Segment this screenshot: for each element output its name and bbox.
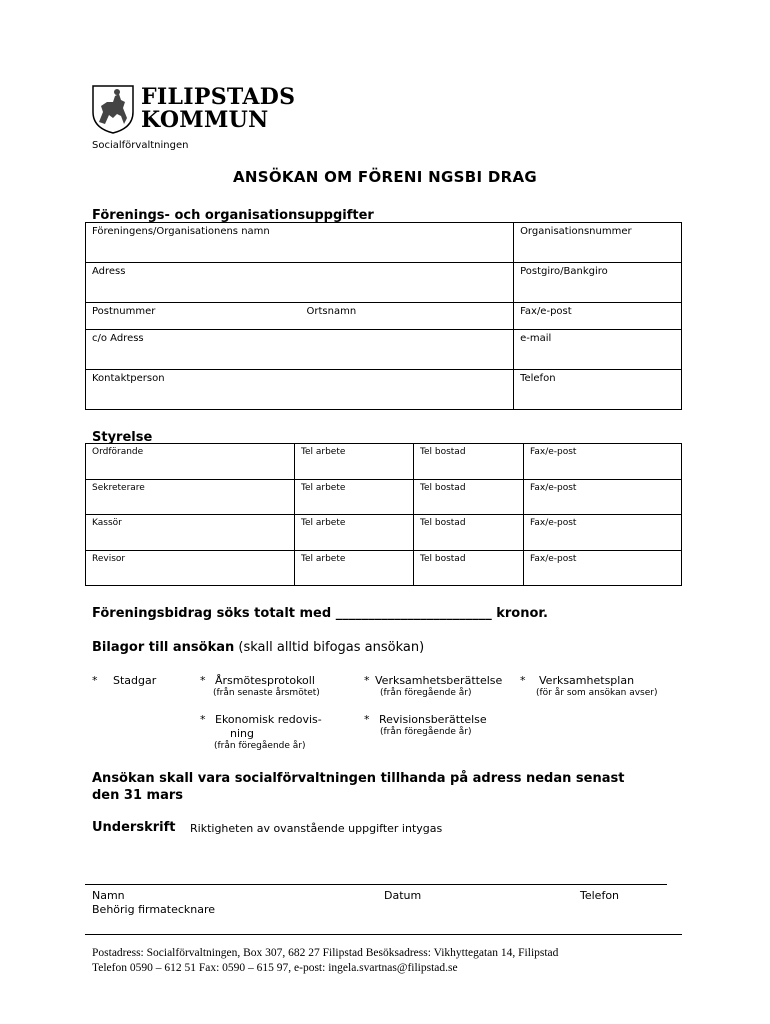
attachment-verksamhetsplan <box>520 674 657 698</box>
table-row <box>86 370 682 410</box>
home-phone-cell[interactable]: Tel bostad <box>414 444 524 480</box>
attachment-label-cont: ning <box>230 727 254 740</box>
grant-amount-line[interactable]: Föreningsbidrag söks totalt med ________________________ kronor. <box>92 606 548 621</box>
deadline-line2: den 31 mars <box>92 788 183 803</box>
attachment-label: Revisionsberättelse <box>379 713 487 726</box>
date-label: Datum <box>384 889 422 902</box>
home-phone-cell[interactable]: Tel bostad <box>414 479 524 515</box>
attachments-heading-note: (skall alltid bifogas ansökan) <box>234 640 425 655</box>
work-phone-cell[interactable]: Tel arbete <box>295 515 414 551</box>
deadline-line1: Ansökan skall vara socialförvaltningen tillhanda på adress nedan senast <box>92 771 625 786</box>
phone-field[interactable]: Telefon <box>514 370 682 410</box>
co-address-field[interactable]: c/o Adress <box>86 330 514 370</box>
footer <box>92 946 558 976</box>
attachment-revisionsberattelse <box>364 713 487 737</box>
org-table <box>85 222 682 410</box>
address-field[interactable]: Adress <box>86 263 514 303</box>
attachment-label: Årsmötesprotokoll <box>215 674 315 687</box>
board-section-heading: Styrelse <box>92 430 153 445</box>
signature-label: Underskrift <box>92 820 176 835</box>
bullet-star: * <box>92 674 98 687</box>
board-table <box>85 443 682 586</box>
table-row <box>86 444 682 480</box>
coat-of-arms-icon <box>91 84 135 134</box>
attachment-note: (från föregående år) <box>380 688 472 698</box>
signature-line[interactable] <box>85 884 667 885</box>
municipality-logo <box>91 84 296 136</box>
attachment-label: Verksamhetsplan <box>539 674 635 687</box>
postal-code-field[interactable]: Postnummer <box>86 303 301 330</box>
table-row <box>86 330 682 370</box>
attachment-label: Verksamhetsberättelse <box>375 674 503 687</box>
bullet-star: * <box>520 674 526 687</box>
attachment-verksamhetsberattelse <box>364 674 502 698</box>
email-field[interactable]: e-mail <box>514 330 682 370</box>
fax-email-cell[interactable]: Fax/e-post <box>524 479 682 515</box>
org-name-field[interactable]: Föreningens/Organisationens namn <box>86 223 514 263</box>
signature-statement: Riktigheten av ovanstående uppgifter intygas <box>190 822 443 835</box>
bullet-star: * <box>200 713 206 726</box>
name-label: Namn <box>92 889 125 902</box>
attachment-note: (från föregående år) <box>380 727 472 737</box>
attachment-note: (för år som ansökan avser) <box>536 688 658 698</box>
fax-email-cell[interactable]: Fax/e-post <box>524 515 682 551</box>
authorized-signatory-label: Behörig firmatecknare <box>92 903 216 916</box>
table-row <box>86 223 682 263</box>
home-phone-cell[interactable]: Tel bostad <box>414 515 524 551</box>
postgiro-field[interactable]: Postgiro/Bankgiro <box>514 263 682 303</box>
board-role-cell[interactable]: Ordförande <box>86 444 295 480</box>
logo-line2: KOMMUN <box>141 107 269 133</box>
bullet-star: * <box>200 674 206 687</box>
fax-email-cell[interactable]: Fax/e-post <box>524 444 682 480</box>
attachment-label: Stadgar <box>113 674 157 687</box>
table-row <box>86 303 682 330</box>
footer-address: Postadress: Socialförvaltningen, Box 307, 682 27 Filipstad Besöksadress: Vikhyttegatan 14, Filipstad <box>92 947 559 959</box>
contact-person-field[interactable]: Kontaktperson <box>86 370 514 410</box>
footer-contact: Telefon 0590 – 612 51 Fax: 0590 – 615 97, e-post: ingela.svartnas@filipstad.se <box>92 962 458 974</box>
table-row <box>86 550 682 586</box>
attachment-note: (från föregående år) <box>214 741 306 751</box>
attachment-arsmotesprotokoll <box>200 674 320 698</box>
city-field[interactable]: Ortsnamn <box>301 303 514 330</box>
fax-email-field[interactable]: Fax/e-post <box>514 303 682 330</box>
board-role-cell[interactable]: Revisor <box>86 550 295 586</box>
table-row <box>86 479 682 515</box>
board-role-cell[interactable]: Kassör <box>86 515 295 551</box>
attachment-note: (från senaste årsmötet) <box>213 688 320 698</box>
logo-line1: FILIPSTADS <box>141 84 296 110</box>
board-role-cell[interactable]: Sekreterare <box>86 479 295 515</box>
attachment-ekonomisk-redovisning <box>200 713 322 751</box>
org-number-field[interactable]: Organisationsnummer <box>514 223 682 263</box>
table-row <box>86 515 682 551</box>
fax-email-cell[interactable]: Fax/e-post <box>524 550 682 586</box>
phone-label: Telefon <box>580 889 620 902</box>
attachment-label: Ekonomisk redovis- <box>215 713 322 726</box>
footer-divider <box>85 934 682 935</box>
page-title: ANSÖKAN OM FÖRENI NGSBI DRAG <box>232 168 537 186</box>
work-phone-cell[interactable]: Tel arbete <box>295 479 414 515</box>
attachments-heading-bold: Bilagor till ansökan <box>92 640 235 655</box>
bullet-star: * <box>364 674 370 687</box>
org-section-heading: Förenings- och organisationsuppgifter <box>92 208 374 223</box>
attachment-stadgar <box>92 674 156 687</box>
work-phone-cell[interactable]: Tel arbete <box>295 444 414 480</box>
deadline-notice <box>92 770 624 804</box>
bullet-star: * <box>364 713 370 726</box>
home-phone-cell[interactable]: Tel bostad <box>414 550 524 586</box>
attachments-heading <box>92 640 424 655</box>
table-row <box>86 263 682 303</box>
work-phone-cell[interactable]: Tel arbete <box>295 550 414 586</box>
department-label: Socialförvaltningen <box>92 140 189 151</box>
